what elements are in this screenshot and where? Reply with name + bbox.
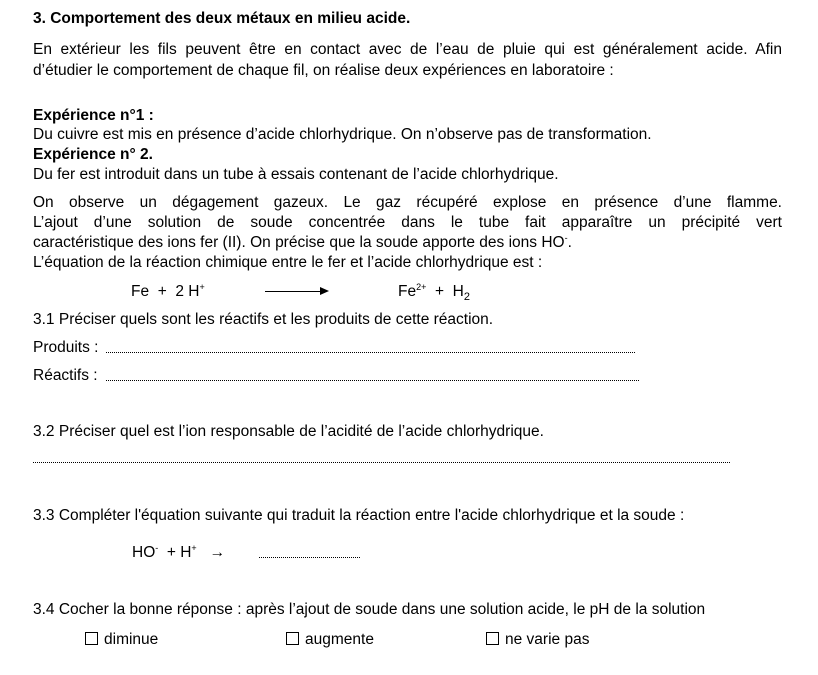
checkbox-augmente[interactable]	[286, 632, 299, 645]
option-diminue[interactable]: diminue	[85, 631, 158, 649]
question-3-2: 3.2 Préciser quel est l’ion responsable de l’acidité de l’acide chlorhydrique.	[33, 423, 544, 440]
option-ne-varie-pas[interactable]: ne varie pas	[486, 631, 589, 649]
experiment-2-title: Expérience n° 2.	[33, 146, 153, 163]
observation-line-1: On observe un dégagement gazeux. Le gaz récupéré explose en présence d’une flamme.	[33, 194, 782, 211]
observation-line-2: L’ajout d’une solution de soude concentrée dans le tube fait apparaître un précipité vert	[33, 214, 782, 231]
equation-products: $Fe^{2+} + H_2$	[398, 281, 470, 304]
question-3-1: 3.1 Préciser quels sont les réactifs et les produits de cette réaction.	[33, 311, 494, 328]
produits-answer-line[interactable]	[106, 352, 635, 353]
reactifs-label: Réactifs :	[33, 367, 98, 384]
intro-line-1: En extérieur les fils peuvent être en contact avec de l’eau de pluie qui est généralement acide. Afin	[33, 41, 782, 58]
question-3-4: 3.4 Cocher la bonne réponse : après l’ajout de soude dans une solution acide, le pH de la solution	[33, 601, 706, 618]
observation-line-3: caractéristique des ions fer (II). On précise que la soude apporte des ions HO-.	[33, 232, 572, 251]
experiment-1-text: Du cuivre est mis en présence d’acide chlorhydrique. On n’observe pas de transformation.	[33, 126, 652, 143]
checkbox-ne-varie-pas[interactable]	[486, 632, 499, 645]
neutralisation-arrow: →	[209, 544, 226, 561]
experiment-1-title: Expérience n°1 :	[33, 107, 154, 124]
equation-reactants: Fe + 2 H+	[131, 281, 205, 300]
checkbox-diminue[interactable]	[85, 632, 98, 645]
question-3-3: 3.3 Compléter l'équation suivante qui traduit la réaction entre l'acide chlorhydrique et la soude :	[33, 507, 685, 524]
reactifs-answer-line[interactable]	[106, 380, 639, 381]
equation-neutralisation: HO- + H+ →	[132, 542, 226, 561]
experiment-2-text: Du fer est introduit dans un tube à essais contenant de l’acide chlorhydrique.	[33, 166, 559, 183]
reaction-arrow-head	[320, 287, 329, 295]
reaction-arrow	[265, 291, 321, 292]
section-title: 3. Comportement des deux métaux en milieu acide.	[33, 10, 411, 27]
intro-line-2: d’étudier le comportement de chaque fil, on réalise deux expériences en laboratoire :	[33, 62, 614, 79]
option-augmente[interactable]: augmente	[286, 631, 374, 649]
observation-line-4: L’équation de la réaction chimique entre le fer et l’acide chlorhydrique est :	[33, 254, 543, 271]
q33-answer-line[interactable]	[259, 557, 360, 558]
produits-label: Produits :	[33, 339, 99, 356]
q32-answer-line[interactable]	[33, 462, 730, 463]
